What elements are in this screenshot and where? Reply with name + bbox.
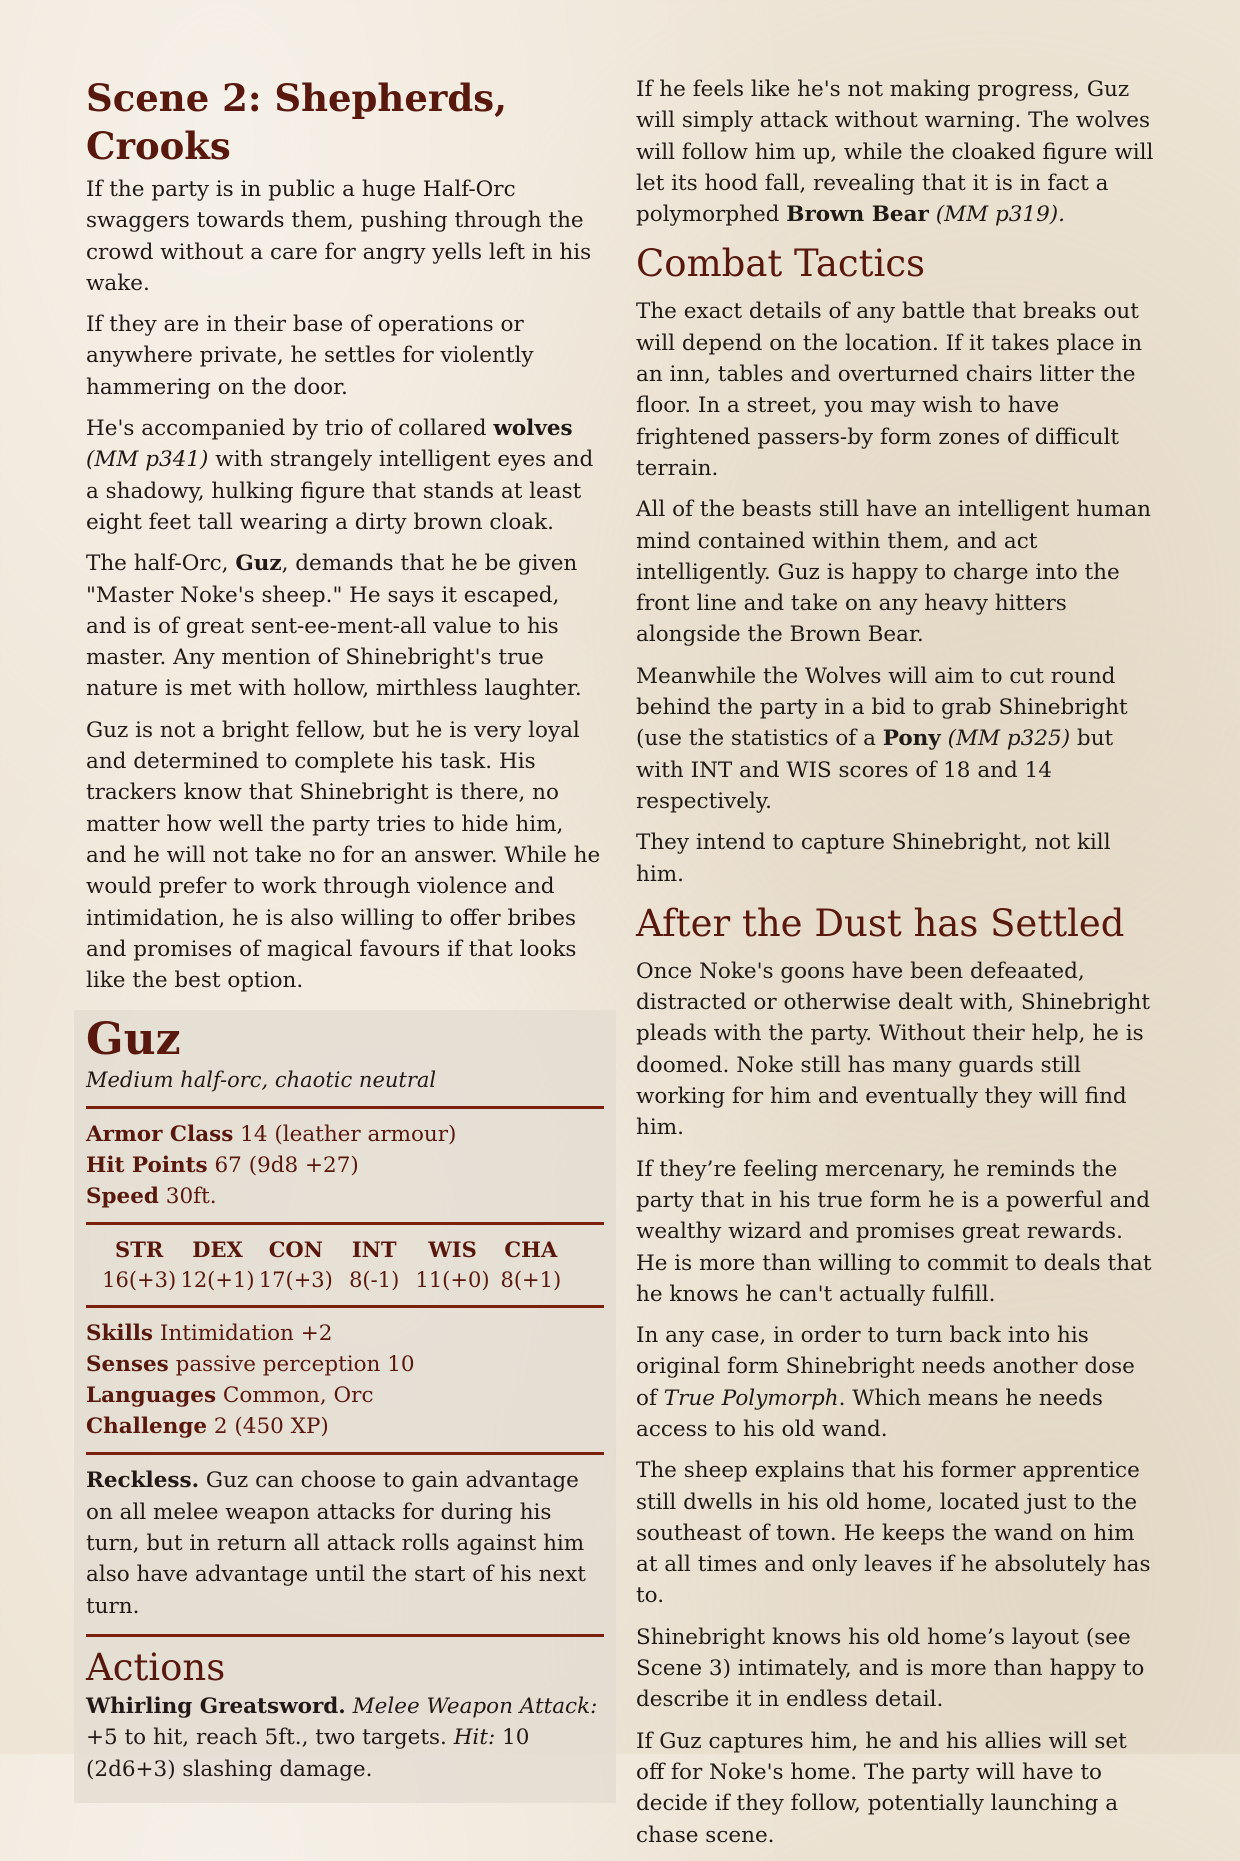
ability-value: 17(+3) <box>258 1268 333 1293</box>
speed-line: Speed 30ft. <box>86 1184 217 1210</box>
ability-value: 11(+0) <box>415 1268 490 1293</box>
ability-value: 16(+3) <box>102 1268 177 1293</box>
actions-heading: Actions <box>86 1645 226 1689</box>
paragraph-attack: If he feels like he's not making progress, Guz will simply attack without warning. The wolves will follow him up, while the cloaked figure will let its hood fall, revealing that it is in fact a polymorphed Brown Bear (MM p319). <box>636 77 1154 228</box>
trait-reckless: Reckless. Guz can choose to gain advantage on all melee weapon attacks for during his turn, but in return all attack rolls against him also have advantage until the start of his next turn. <box>86 1468 586 1619</box>
ability-label: INT <box>351 1237 397 1263</box>
statblock-details <box>86 1318 604 1442</box>
ability-label: CON <box>268 1237 323 1263</box>
action-whirling-greatsword: Whirling Greatsword. Melee Weapon Attack: +5 to hit, reach 5ft., two targets. Hit: 10 (2d6+3) slashing damage. <box>86 1693 598 1782</box>
right-column <box>636 74 1158 1861</box>
ability-value: 8(-1) <box>349 1268 400 1293</box>
paragraph-layout: Shinebright knows his old home’s layout (see Scene 3) intimately, and is more than happy to describe it in endless detail. <box>636 1624 1145 1713</box>
statblock-defense <box>86 1119 604 1212</box>
senses-line: Senses passive perception 10 <box>86 1352 415 1378</box>
guz-statblock <box>74 1010 616 1802</box>
pony-reference: (MM p325) <box>947 726 1071 752</box>
paragraph-polymorph: In any case, in order to turn back into his original form Shinebright needs another dose of True Polymorph. Which means he needs access to his old wand. <box>636 1323 1135 1442</box>
statblock-divider <box>86 1222 604 1225</box>
ability-label: STR <box>115 1237 164 1263</box>
paragraph-mercenary: If they’re feeling mercenary, he reminds the party that in his true form he is a powerful and wealthy wizard and promises great rewards. He is more than willing to commit to deals that he knows he can't actually fulfill. <box>636 1156 1152 1307</box>
ability-label: DEX <box>192 1237 243 1263</box>
ability-scores <box>100 1235 570 1295</box>
paragraph-public: If the party is in public a huge Half-Orc swaggers towards them, pushing through the crowd without a care for angry yells left in his wake. <box>86 177 592 296</box>
ability-value: 12(+1) <box>180 1268 255 1293</box>
scene-heading: Scene 2: Shepherds, Crooks <box>86 76 507 168</box>
paragraph-wolves: He's accompanied by trio of collared wolves (MM p341) with strangely intelligent eyes and a shadowy, hulking figure that stands at least eight feet tall wearing a dirty brown cloak. <box>86 416 594 535</box>
statblock-name: Guz <box>86 1014 181 1066</box>
paragraph-pleads: Once Noke's goons have been defeaated, distracted or otherwise dealt with, Shinebright pleads with the party. Without their help, he is doomed. Noke still has many guards still working for him and eventually they will find him. <box>636 958 1151 1141</box>
armor-class-line: Armor Class 14 (leather armour) <box>86 1122 457 1148</box>
ability-value: 8(+1) <box>500 1268 562 1293</box>
pony-term: Pony <box>882 726 941 752</box>
statblock-divider <box>86 1634 604 1637</box>
brown-bear-term: Brown Bear <box>786 202 929 228</box>
paragraph-capture: They intend to capture Shinebright, not kill him. <box>636 830 1111 887</box>
ability-label: CHA <box>504 1237 558 1263</box>
left-column <box>86 74 606 1803</box>
statblock-divider <box>86 1106 604 1109</box>
wolves-reference: (MM p341) <box>86 447 209 473</box>
statblock-divider <box>86 1452 604 1455</box>
challenge-line: Challenge 2 (450 XP) <box>86 1414 329 1440</box>
paragraph-beasts: All of the beasts still have an intelligent human mind contained within them, and act intelligently. Guz is happy to charge into the front line and take on any heavy hitters alongside the Brown Bear. <box>636 497 1152 648</box>
paragraph-private: If they are in their base of operations or anywhere private, he settles for violently hammering on the door. <box>86 312 534 400</box>
paragraph-wolves-tactics: Meanwhile the Wolves will aim to cut round behind the party in a bid to grab Shinebright (use the statistics of a Pony (MM p325) but with INT and WIS scores of 18 and 14 respectively. <box>636 663 1128 814</box>
true-polymorph-term: True Polymorph <box>663 1385 839 1411</box>
paragraph-location: The exact details of any battle that breaks out will depend on the location. If it takes place in an inn, tables and overturned chairs litter the floor. In a street, you may wish to have frightened passers-by form zones of difficult terrain. <box>636 299 1143 481</box>
combat-tactics-heading: Combat Tactics <box>636 242 926 286</box>
skills-line: Skills Intimidation +2 <box>86 1321 333 1347</box>
brown-bear-reference: (MM p319). <box>935 202 1065 228</box>
ability-label: WIS <box>428 1237 477 1263</box>
wolves-term: wolves <box>493 416 573 442</box>
languages-line: Languages Common, Orc <box>86 1383 374 1409</box>
statblock-type: Medium half-orc, chaotic neutral <box>86 1068 437 1093</box>
hit-points-line: Hit Points 67 (9d8 +27) <box>86 1153 359 1179</box>
paragraph-chase: If Guz captures him, he and his allies will set off for Noke's home. The party will have to decide if they follow, potentially launching a chase scene. <box>636 1728 1127 1848</box>
paragraph-guz-demand: The half-Orc, Guz, demands that he be given "Master Noke's sheep." He says it escaped, and is of great sent-ee-ment-all value to his master. Any mention of Shinebright's true nature is met with hollow, mirthless laughter. <box>86 551 582 702</box>
paragraph-apprentice: The sheep explains that his former apprentice still dwells in his old home, located just to the southeast of town. He keeps the wand on him at all times and only leaves if he absolutely has to. <box>636 1458 1151 1609</box>
paragraph-guz-character: Guz is not a bright fellow, but he is very loyal and determined to complete his task. His trackers know that Shinebright is there, no matter how well the party tries to hide him, and he will not take no for an answer. While he would prefer to work through violence and intimidation, he is also willing to offer bribes and promises of magical favours if that looks like the best option. <box>86 717 601 994</box>
statblock-divider <box>86 1305 604 1308</box>
guz-term: Guz <box>235 551 282 577</box>
after-dust-heading: After the Dust has Settled <box>636 901 1125 945</box>
